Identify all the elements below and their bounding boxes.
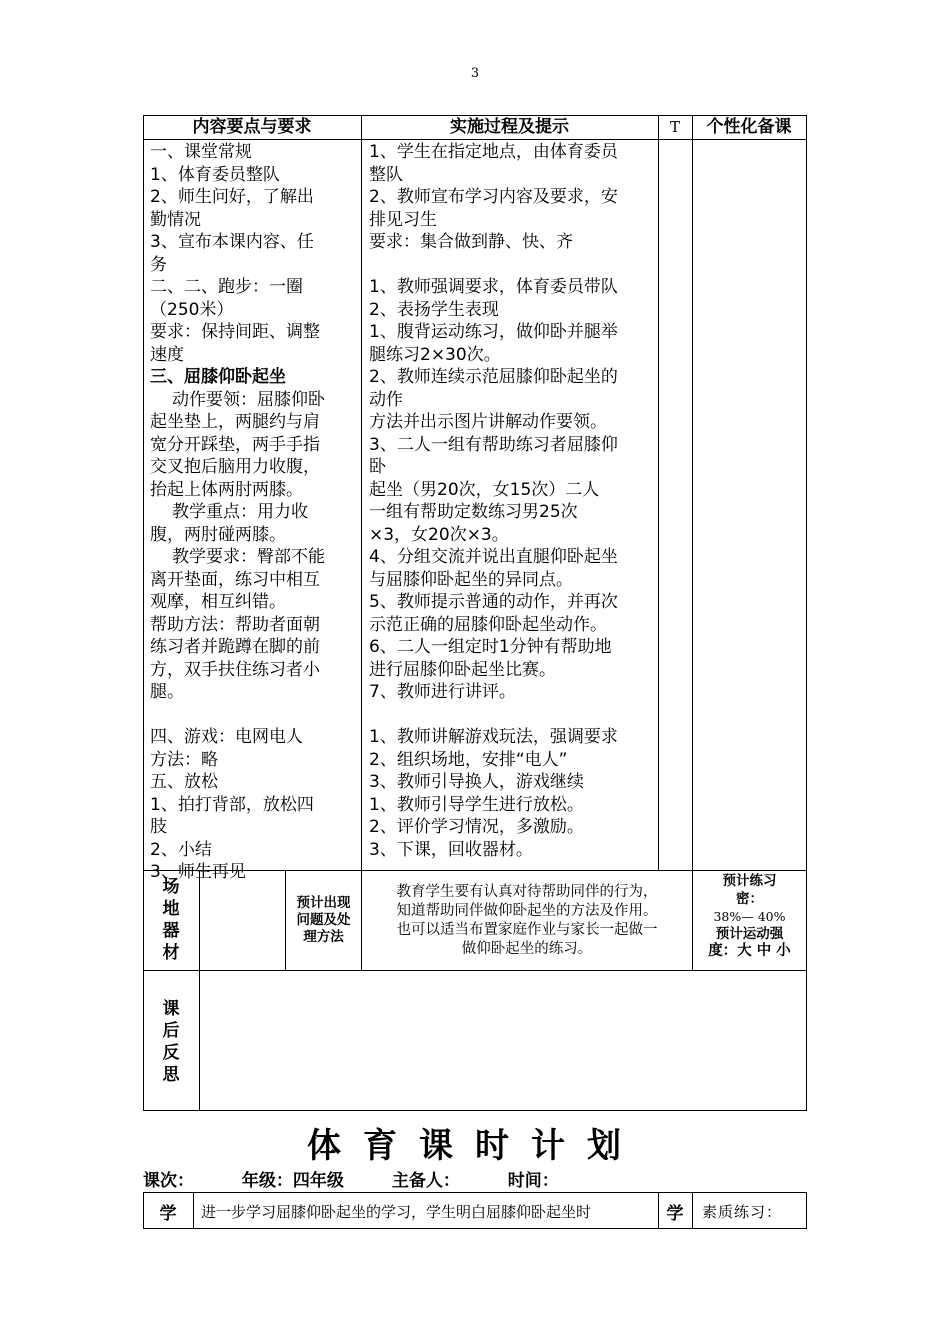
- process-line: 2、表扬学生表现: [369, 299, 499, 320]
- content-line: 3、师生再见: [150, 862, 246, 882]
- content-line: 一、课堂常规: [150, 142, 252, 162]
- process-line: 整队: [369, 164, 403, 185]
- content-line: （250米）: [150, 299, 234, 320]
- content-line: 1、拍打背部，放松四: [150, 794, 314, 815]
- process-line: 6、二人一组定时1分钟有帮助地: [369, 637, 612, 657]
- content-line: 方法：略: [150, 749, 218, 770]
- process-line: 腿练习2×30次。: [369, 344, 501, 365]
- content-line: 帮助方法：帮助者面朝: [150, 614, 320, 635]
- content-line: 1、体育委员整队: [150, 164, 280, 185]
- content-line: 三、屈膝仰卧起坐: [150, 367, 286, 387]
- content-line: [150, 704, 357, 727]
- process-line: [369, 704, 654, 727]
- content-line: 动作要领：屈膝仰卧: [172, 389, 325, 410]
- process-line: 一组有帮助定数练习男25次: [369, 502, 578, 522]
- header-personal: 个性化备课: [706, 117, 792, 137]
- problems-text: 教育学生要有认真对待帮助同伴的行为， 知道帮助同伴做仰卧起坐的方法及作用。 也可以适当布置家庭作业与家长一起做一 做仰卧起坐的练习。: [396, 884, 658, 957]
- goal-label: 学: [159, 1204, 177, 1224]
- content-line: 2、师生问好，了解出: [150, 187, 314, 207]
- lesson-number: 课次：: [143, 1171, 194, 1191]
- process-line: 方法并出示图片讲解动作要领。: [369, 412, 607, 432]
- problems-label: 预计出现 问题及处 理方法: [296, 895, 351, 945]
- process-line: 1、教师引导学生进行放松。: [369, 794, 584, 815]
- process-line: ×3，女20次×3。: [369, 524, 509, 545]
- content-line: 宽分开踩垫，两手手指: [150, 434, 320, 455]
- process-line: 2、组织场地，安排“电人”: [369, 749, 568, 770]
- lesson-meta: [143, 1166, 601, 1191]
- process-line: 2、教师连续示范屈膝仰卧起坐的: [369, 367, 618, 387]
- process-line: 要求：集合做到静、快、齐: [369, 232, 573, 252]
- content-line: 腹，两肘碰两膝。: [150, 524, 286, 545]
- content-line: 四、游戏：电网电人: [150, 727, 303, 747]
- header-process: 实施过程及提示: [450, 117, 569, 137]
- page-number: 3: [470, 66, 480, 81]
- process-line: 1、教师强调要求，体育委员带队: [369, 277, 618, 297]
- process-line: [369, 254, 654, 277]
- process-cell: [362, 141, 658, 861]
- process-line: 1、教师讲解游戏玩法，强调要求: [369, 727, 618, 747]
- quality-label: 学: [666, 1204, 684, 1224]
- page-title: 体育课时计划: [307, 1126, 643, 1166]
- content-line: 教学重点：用力收: [172, 502, 308, 522]
- process-line: 1、学生在指定地点，由体育委员: [369, 142, 618, 162]
- goal-text: 进一步学习屈膝仰卧起坐的学习，学生明白屈膝仰卧起坐时: [201, 1203, 592, 1221]
- content-line: 速度: [150, 344, 184, 365]
- grade: 年级：四年级: [241, 1171, 344, 1191]
- content-line: 方，双手扶住练习者小: [150, 659, 320, 680]
- content-line: 交叉抱后脑用力收腹，: [150, 457, 320, 477]
- content-line: 2、小结: [150, 839, 212, 860]
- density-intensity: 预计练习 密： 38%— 40% 预计运动强 度：大 中 小: [693, 873, 806, 961]
- header-content: 内容要点与要求: [192, 117, 312, 137]
- content-line: 练习者并跪蹲在脚的前: [150, 637, 320, 657]
- process-line: 排见习生: [369, 209, 437, 230]
- content-line: 要求：保持间距、调整: [150, 322, 320, 342]
- process-line: 与屈膝仰卧起坐的异同点。: [369, 569, 573, 590]
- process-line: 7、教师进行讲评。: [369, 682, 516, 702]
- process-line: 5、教师提示普通的动作，并再次: [369, 592, 618, 612]
- content-line: 起坐垫上，两腿约与肩: [150, 412, 320, 432]
- venue-label: 场 地 器 材: [162, 877, 180, 963]
- process-line: 3、教师引导换人，游戏继续: [369, 772, 584, 792]
- content-line: 3、宣布本课内容、任: [150, 232, 314, 252]
- process-line: 2、评价学习情况，多激励。: [369, 817, 584, 837]
- process-line: 动作: [369, 389, 403, 410]
- content-line: 肢: [150, 817, 167, 837]
- content-line: 二、二、跑步：一圈: [150, 277, 303, 297]
- process-line: 4、分组交流并说出直腿仰卧起坐: [369, 547, 618, 567]
- content-line: 观摩，相互纠错。: [150, 592, 286, 612]
- density-value: 38%— 40%: [713, 909, 786, 924]
- process-line: 示范正确的屈膝仰卧起坐动作。: [369, 614, 607, 635]
- process-line: 1、腹背运动练习，做仰卧并腿举: [369, 322, 618, 342]
- content-line: 腿。: [150, 682, 184, 702]
- content-cell: [144, 141, 361, 884]
- process-line: 起坐（男20次，女15次）二人: [369, 479, 600, 500]
- process-line: 进行屈膝仰卧起坐比赛。: [369, 659, 556, 680]
- process-line: 3、二人一组有帮助练习者屈膝仰: [369, 434, 618, 455]
- content-line: 离开垫面，练习中相互: [150, 569, 320, 590]
- process-line: 3、下课，回收器材。: [369, 839, 533, 860]
- reflection-label: 课 后 反 思: [162, 999, 180, 1085]
- content-line: 教学要求：臀部不能: [172, 547, 325, 567]
- content-line: 五、放松: [150, 772, 218, 792]
- time: 时间：: [507, 1171, 559, 1191]
- content-line: 务: [150, 254, 167, 275]
- header-t: T: [669, 118, 680, 136]
- content-line: 勤情况: [150, 209, 201, 230]
- process-line: 卧: [369, 457, 386, 477]
- content-line: 抬起上体两肘两膝。: [150, 479, 303, 500]
- process-line: 2、教师宣布学习内容及要求，安: [369, 187, 618, 207]
- quality-text: 素质练习：: [702, 1203, 783, 1221]
- preparer: 主备人：: [391, 1171, 460, 1191]
